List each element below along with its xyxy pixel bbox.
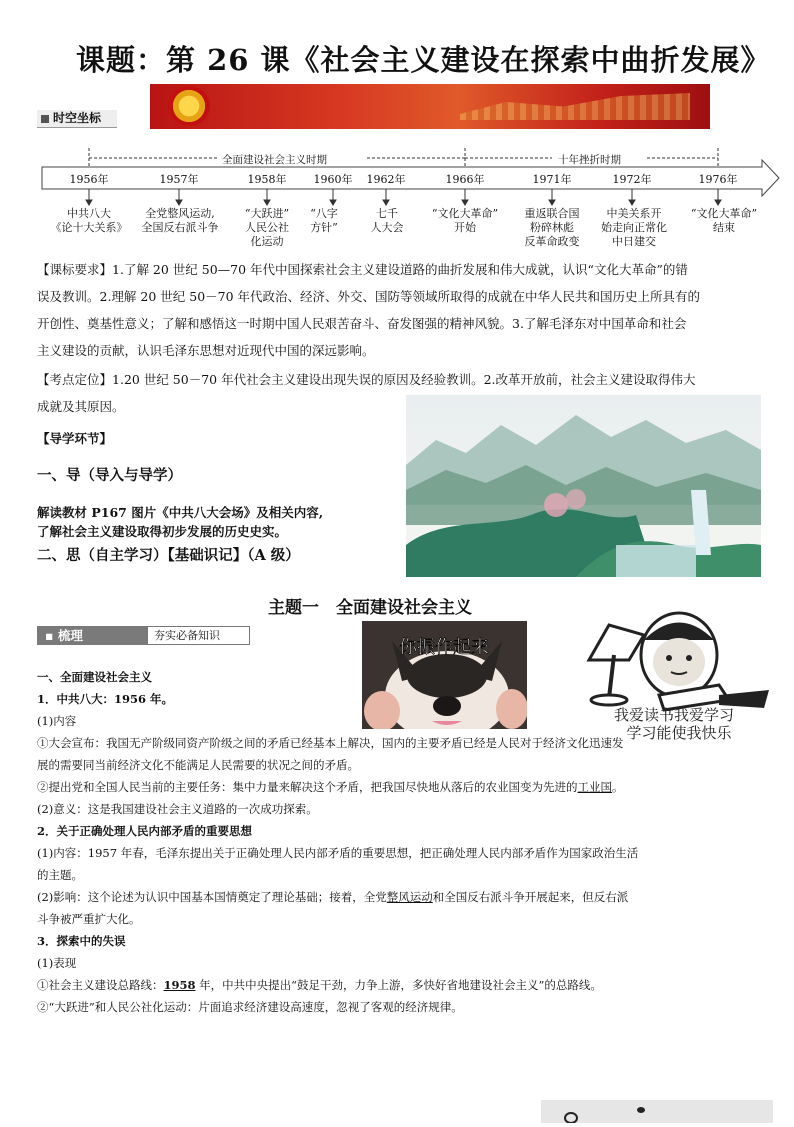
dog-caption: 你振作起来 <box>399 637 489 658</box>
event-line: 《论十大关系》 <box>50 221 128 234</box>
section-tab-bar <box>37 626 250 645</box>
emblem-icon <box>168 86 210 126</box>
event-line: 结束 <box>713 221 735 234</box>
timeline-year: 1960年 <box>313 173 353 186</box>
step2-heading: 二、思（自主学习）【基础识记】（A 级） <box>37 547 300 564</box>
step1-text <box>37 503 323 541</box>
timeline-year: 1956年 <box>69 173 109 186</box>
event-line: 中美关系开 <box>606 207 662 220</box>
main-content <box>37 666 763 1018</box>
section-1-para: 展的需要同当前经济文化不能满足人民需要的状况之间的矛盾。 <box>37 758 359 772</box>
guide-label: 【导学环节】 <box>37 431 113 446</box>
cropped-image <box>541 1100 773 1123</box>
section-2-para: 斗争被严重扩大化。 <box>37 912 141 926</box>
section-2-para: 的主题。 <box>37 868 83 882</box>
event-line: 始走向正常化 <box>601 221 667 234</box>
timeline-year: 1971年 <box>532 173 572 186</box>
event-line: 人大会 <box>370 221 404 234</box>
timeline-event <box>357 207 417 235</box>
event-line: “文化大革命” <box>690 207 758 220</box>
square-bullet-icon <box>41 115 49 123</box>
timeline-year: 1962年 <box>366 173 406 186</box>
timeline-year: 1957年 <box>159 173 199 186</box>
curriculum-line: 主义建设的贡献，认识毛泽东思想对近现代中国的深远影响。 <box>37 343 375 358</box>
landscape-painting-image <box>406 395 761 577</box>
exam-points-line: 1.20 世纪 50－70 年代社会主义建设出现失误的原因及经验教训。2.改革开放前，社会主义建设取得伟大 <box>112 372 696 387</box>
timeline-event <box>415 207 515 235</box>
section-2-title: 2．关于正确处理人民内部矛盾的重要思想 <box>37 824 252 838</box>
curriculum-line: 1.了解 20 世纪 50—70 年代中国探索社会主义建设道路的曲折发展和伟大成就，认识“文化大革命”的错 <box>112 262 688 277</box>
curriculum-requirements <box>37 256 763 364</box>
underlined-term: 工业国 <box>577 780 612 794</box>
exam-points-label: 【考点定位】 <box>37 372 113 387</box>
period-label: 十年挫折时期 <box>558 154 621 166</box>
content-heading: 一、全面建设社会主义 <box>37 670 152 684</box>
event-line: 粉碎林彪 <box>530 221 574 234</box>
timeline-event <box>49 207 129 235</box>
event-line: 全国反右派斗争 <box>141 221 219 234</box>
event-line: 中共八大 <box>67 207 111 220</box>
section-2-para: (1)内容：1957 年春，毛泽东提出关于正确处理人民内部矛盾的重要思想，把正确处理人民内部矛盾作为国家政治生活 <box>37 846 639 860</box>
section-3-sub: (1)表现 <box>37 956 77 970</box>
event-line: “八字 <box>310 207 338 220</box>
section-label <box>37 110 117 128</box>
section-1-sub: (1)内容 <box>37 714 77 728</box>
event-line: “大跃进” <box>244 207 290 220</box>
curriculum-line: 误及教训。2.理解 20 世纪 50－70 年代政治、经济、外交、国防等领域所取得的成就在中华人民共和国历史上所具有的 <box>37 289 701 304</box>
event-line: “文化大革命” <box>431 207 499 220</box>
section-1-para: ①大会宣布：我国无产阶级同资产阶级之间的矛盾已经基本上解决，国内的主要矛盾已经是人民对于经济文化迅速发 <box>37 736 624 750</box>
event-line: 重返联合国 <box>524 207 580 220</box>
underlined-term: 整风运动 <box>386 890 433 904</box>
timeline-year: 1966年 <box>445 173 485 186</box>
section-1-sub: (2)意义：这是我国建设社会主义道路的一次成功探索。 <box>37 802 318 816</box>
event-line: 反革命政变 <box>524 235 580 248</box>
event-line: 人民公社 <box>245 221 289 234</box>
section-3-title: 3．探索中的失误 <box>37 934 126 948</box>
theme-title: 主题一 全面建设社会主义 <box>268 598 472 618</box>
event-line: 七千 <box>376 207 398 220</box>
page-title: 课题：第 26 课《社会主义建设在探索中曲折发展》 <box>76 43 771 77</box>
step1-line: 解读教材 P167 图片《中共八大会场》及相关内容, <box>37 505 324 520</box>
timeline-event <box>512 207 592 249</box>
meme-caption-line2: 学习能使我快乐 <box>626 724 732 742</box>
event-line: 化运动 <box>250 235 284 248</box>
event-line: 全党整风运动, <box>145 207 215 220</box>
curriculum-label: 【课标要求】 <box>37 262 113 277</box>
timeline-event <box>592 207 676 249</box>
timeline-event <box>671 207 777 235</box>
timeline-year: 1972年 <box>612 173 652 186</box>
timeline-event <box>139 207 221 235</box>
step1-heading: 一、导（导入与导学） <box>37 467 182 484</box>
timeline-year: 1976年 <box>698 173 738 186</box>
section-1-title: 1．中共八大：1956 年。 <box>37 692 174 706</box>
period-label: 全面建设社会主义时期 <box>222 154 327 166</box>
exam-points-line: 成就及其原因。 <box>37 399 125 414</box>
curriculum-line: 开创性、奠基性意义；了解和感悟这一时期中国人民艰苦奋斗、奋发图强的精神风貌。3.了解毛泽东对中国革命和社会 <box>37 316 687 331</box>
timeline-year: 1958年 <box>247 173 287 186</box>
section-1-para: ②提出党和全国人民当前的主要任务：集中力量来解决这个矛盾，把我国尽快地从落后的农业国变为先进的工业国。 <box>37 780 624 794</box>
title-banner-image <box>150 84 710 129</box>
event-line: 方针” <box>310 221 338 234</box>
event-line: 中日建交 <box>612 235 656 248</box>
event-line: 开始 <box>454 221 476 234</box>
tab-knowledge: 夯实必备知识 <box>147 626 250 645</box>
great-wall-graphic <box>460 90 690 120</box>
section-3-para: ①社会主义建设总路线：1958 年，中共中央提出“鼓足干劲，力争上游，多快好省地建设社会主义”的总路线。 <box>37 978 602 992</box>
section-label-text: 时空坐标 <box>53 111 102 125</box>
step1-line: 了解社会主义建设取得初步发展的历史史实。 <box>37 524 288 539</box>
meme-caption-line1: 我爱读书我爱学习 <box>613 706 735 724</box>
tab-review-label: 梳理 <box>57 628 83 643</box>
underlined-term: 1958 <box>163 978 196 992</box>
timeline-event <box>294 207 354 235</box>
tab-review: ▪ 梳理 <box>37 626 147 645</box>
section-3-para: ②“大跃进”和人民公社化运动：片面追求经济建设高速度，忽视了客观的经济规律。 <box>37 1000 463 1014</box>
section-2-para: (2)影响：这个论述为认识中国基本国情奠定了理论基础；接着，全党整风运动和全国反右派斗争开展起来，但反右派 <box>37 890 629 904</box>
